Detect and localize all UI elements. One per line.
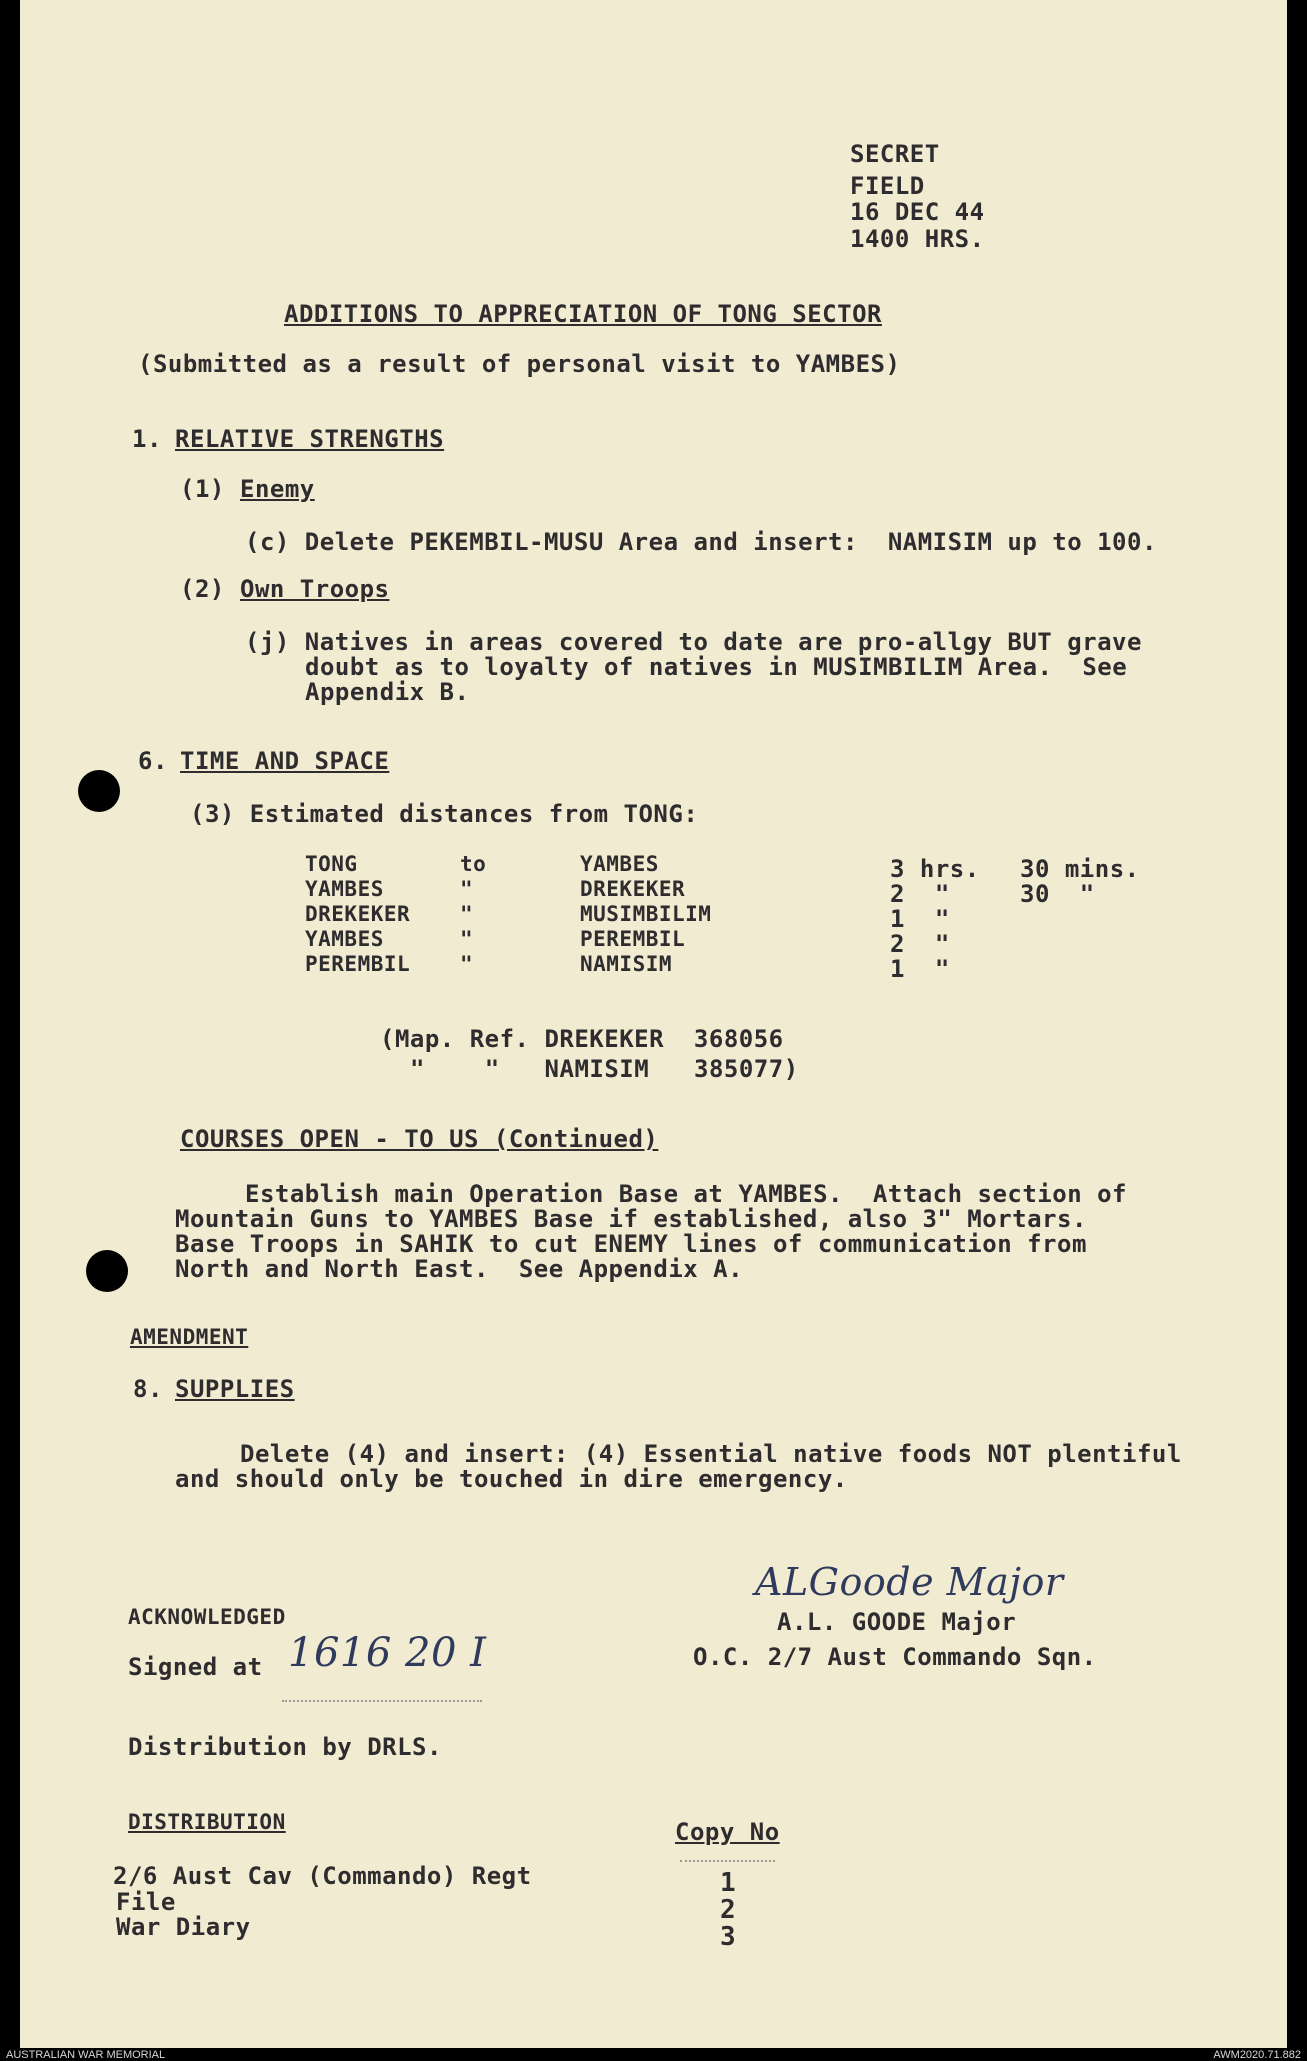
location: FIELD [850,172,925,200]
distribution-by: Distribution by DRLS. [128,1733,442,1761]
copy-no-heading: Copy No [675,1818,780,1846]
paragraph-line: Establish main Operation Base at YAMBES. Attach section of [245,1180,1128,1208]
dest-cell: PEREMBIL [580,927,686,951]
signatory-unit: O.C. 2/7 Aust Commando Sqn. [693,1643,1097,1671]
recipient: 2/6 Aust Cav (Commando) Regt [113,1862,532,1890]
own-troops-item-line: (j) Natives in areas covered to date are pro-allgy BUT grave [245,628,1142,656]
mins-cell: 30 mins. [1020,855,1140,883]
copy-divider [680,1860,775,1862]
hrs-cell: 2 " [890,880,950,908]
document-subtitle: (Submitted as a result of personal visit to YAMBES) [138,350,901,378]
punch-hole [78,770,120,812]
document-page [20,0,1287,2048]
section-heading: TIME AND SPACE [180,747,390,775]
from-cell: TONG [305,852,358,876]
amendment-heading: AMENDMENT [130,1325,249,1349]
from-cell: YAMBES [305,877,384,901]
from-cell: PEREMBIL [305,952,411,976]
acknowledged-label: ACKNOWLEDGED [128,1605,286,1629]
section-heading: COURSES OPEN - TO US (Continued) [180,1125,659,1153]
copy-number: 2 [720,1895,737,1925]
from-cell: DREKEKER [305,902,411,926]
own-troops-item-line: doubt as to loyalty of natives in MUSIMBILIM Area. See [305,653,1128,681]
distances-intro: (3) Estimated distances from TONG: [190,800,699,828]
section-number: 6. [138,747,168,775]
dest-cell: NAMISIM [580,952,673,976]
distribution-heading: DISTRIBUTION [128,1810,286,1834]
hrs-cell: 1 " [890,955,950,983]
footer-source: AUSTRALIAN WAR MEMORIAL [6,2049,166,2061]
signed-at-label: Signed at [128,1653,263,1681]
subsection-heading-own-troops: Own Troops [240,575,390,603]
document-title: ADDITIONS TO APPRECIATION OF TONG SECTOR [284,300,882,328]
handwritten-signature: ALGoode Major [755,1560,1064,1604]
dest-cell: MUSIMBILIM [580,902,712,926]
classification: SECRET [850,140,940,168]
dest-cell: YAMBES [580,852,659,876]
subsection-number: (1) [180,475,225,503]
enemy-item: (c) Delete PEKEMBIL-MUSU Area and insert: NAMISIM up to 100. [245,528,1157,556]
recipient: File [116,1888,176,1916]
to-cell: to [460,852,487,876]
dest-cell: DREKEKER [580,877,686,901]
paragraph-line: Delete (4) and insert: (4) Essential native foods NOT plentiful [240,1440,1182,1468]
own-troops-item-line: Appendix B. [305,678,470,706]
to-cell: " [460,877,474,901]
section-number: 8. [133,1375,163,1403]
to-cell: " [460,952,474,976]
time: 1400 HRS. [850,225,985,253]
map-reference: " " NAMISIM 385077) [410,1055,799,1083]
to-cell: " [460,902,474,926]
section-heading: SUPPLIES [175,1375,295,1403]
hrs-cell: 2 " [890,930,950,958]
signature-line [282,1700,482,1702]
signed-at-value: 1616 20 I [288,1630,487,1676]
section-number: 1. [132,425,162,453]
recipient: War Diary [116,1913,251,1941]
subsection-number: (2) [180,575,225,603]
punch-hole [86,1250,128,1292]
hrs-cell: 3 hrs. [890,855,980,883]
map-reference: (Map. Ref. DREKEKER 368056 [380,1025,784,1053]
subsection-heading-enemy: Enemy [240,475,315,503]
signatory-name: A.L. GOODE Major [777,1608,1017,1636]
paragraph-line: Base Troops in SAHIK to cut ENEMY lines of communication from [175,1230,1087,1258]
copy-number: 1 [720,1868,737,1898]
paragraph-line: Mountain Guns to YAMBES Base if established, also 3" Mortars. [175,1205,1087,1233]
paragraph-line: North and North East. See Appendix A. [175,1255,744,1283]
copy-number: 3 [720,1922,737,1952]
hrs-cell: 1 " [890,905,950,933]
date: 16 DEC 44 [850,198,985,226]
paragraph-line: and should only be touched in dire emergency. [175,1465,848,1493]
to-cell: " [460,927,474,951]
section-heading: RELATIVE STRENGTHS [175,425,445,453]
mins-cell: 30 " [1020,880,1095,908]
footer-reference: AWM2020.71.882 [1213,2049,1301,2061]
from-cell: YAMBES [305,927,384,951]
